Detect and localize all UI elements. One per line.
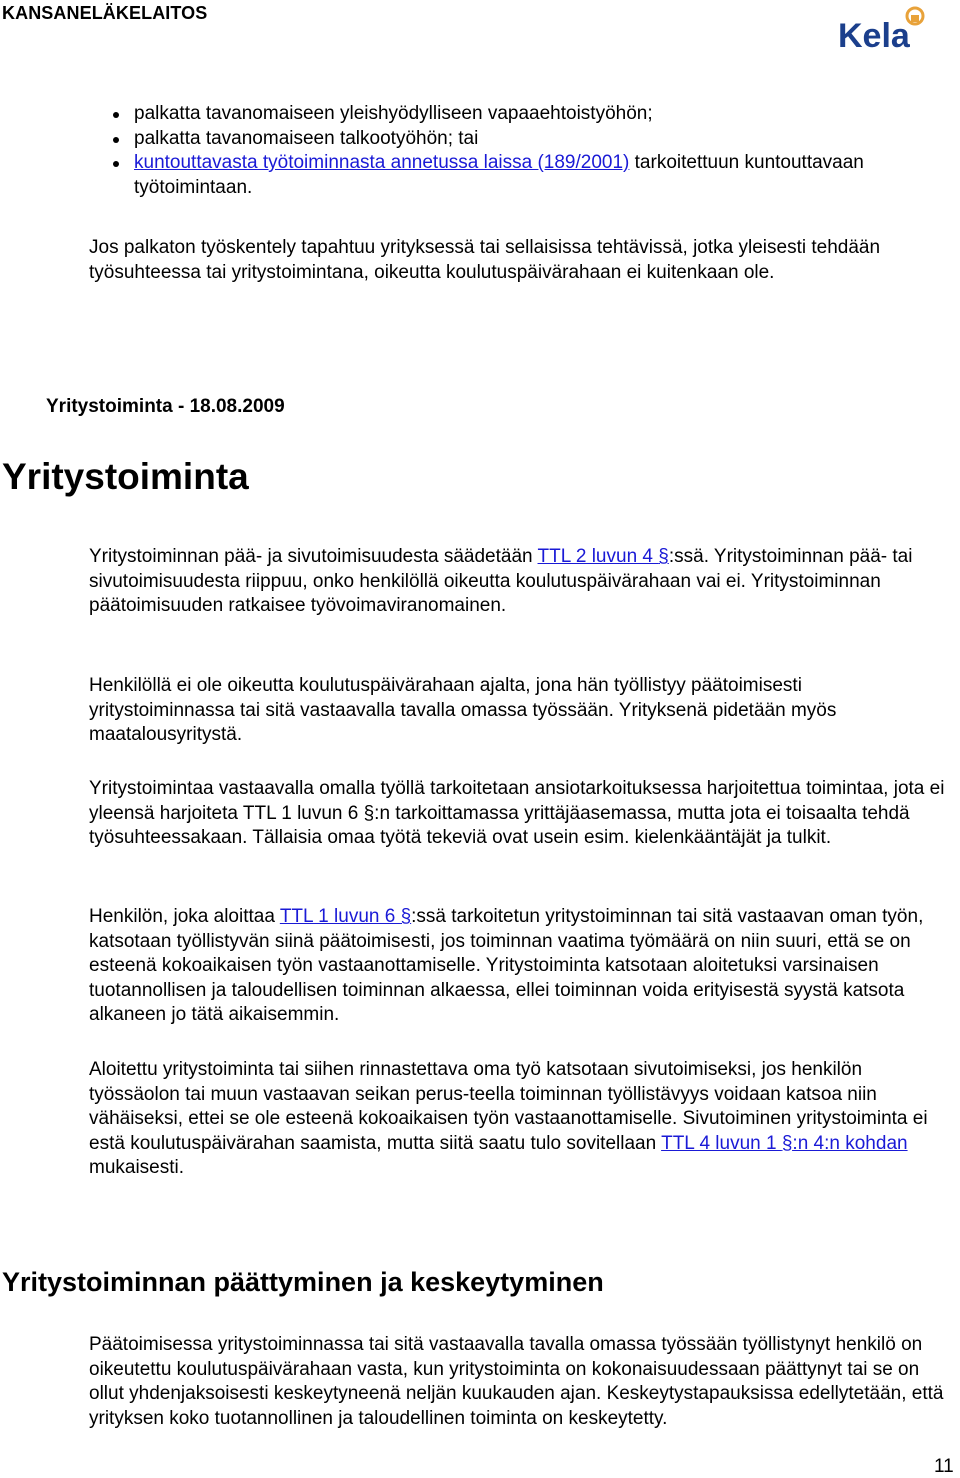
kela-logo [836,5,928,51]
ttl-2-4-link[interactable]: TTL 2 luvun 4 [537,546,659,567]
page-number: 11 [934,1456,954,1477]
paragraph-4: Henkilön, joka aloittaa TTL 1 luvun 6 §:ssä tarkoitetun yritystoiminnan tai sitä vastaavan oman työn, katsotaan työllistyvän siinä päätoimisesti, jos toiminnan vaatima työmäärä on niin suuri, että se on esteenä kokoaikaisen työn vastaanottamiselle. Yritystoiminta katsotaan aloitetuksi varsinaisen tuotannollisen ja taloudellisen toiminnan alkaessa, ellei toiminnan voida erityisestä syystä katsota alkaneen jo tätä aikaisemmin. [89,906,924,1025]
bullet-list [89,102,949,200]
svg-text:Kela: Kela [838,17,910,51]
section-sign-link[interactable]: § [781,1132,793,1154]
section-heading: Yritystoiminnan päättyminen ja keskeytyminen [2,1267,604,1297]
ttl-1-6-link[interactable]: TTL 1 luvun 6 [279,906,401,927]
list-item: palkatta tavanomaiseen talkootyöhön; tai [89,127,949,152]
paragraph-5: Aloitettu yritystoiminta tai siihen rinnastettava oma työ katsotaan sivutoimiseksi, jos henkilön työssäolon tai muun vastaavan seikan perus-teella toiminnan työllistävyys voidaan katsoa niin vähäiseksi, ettei se ole esteenä kokoaikaisen työn vastaanottamiselle. Sivutoiminen yritystoiminta ei estä koulutuspäivärahan saamista, mutta siitä saatu tulo sovitellaan TTL 4 luvun 1 §:n 4:n kohdan mukaisesti. [89,1059,928,1178]
ttl-4-1-link[interactable]: TTL 4 luvun 1 [661,1132,782,1154]
paragraph-1: Yritystoiminnan pää- ja sivutoimisuudesta säädetään TTL 2 luvun 4 §:ssä. Yritystoiminnan pää- tai sivutoimisuudesta riippuu, onko henkilöllä oikeutta koulutuspäivärahaan vai ei. Yritystoiminnan päätoimisuuden ratkaisee työvoimaviranomainen. [89,546,913,616]
header-organization: KANSANELÄKELAITOS [2,3,208,23]
section-sign-link[interactable]: § [400,906,412,927]
paragraph-3: Yritystoimintaa vastaavalla omalla työllä tarkoitetaan ansiotarkoituksessa harjoitettua toimintaa, jota ei yleensä harjoiteta TTL 1 luvun 6 §:n tarkoittamassa yrittäjäasemassa, mutta jota ei toisaalta tehdä työsuhteessakaan. Tällaisia omaa työtä tekeviä ovat usein esim. kielenkääntäjät ja tulkit. [89,778,945,848]
paragraph-2: Henkilöllä ei ole oikeutta koulutuspäivärahaan ajalta, jona hän työllistyy päätoimisesti yritystoiminnassa tai sitä vastaavalla tavalla omassa työssään. Yrityksenä pidetään myös maatalousyritystä. [89,675,837,745]
list-item: palkatta tavanomaiseen yleishyödylliseen vapaaehtoistyöhön; [89,102,949,127]
law-link-189-2001[interactable]: kuntouttavasta työtoiminnasta annetussa laissa (189/2001) [134,152,630,173]
list-item: kuntouttavasta työtoiminnasta annetussa laissa (189/2001) tarkoitettuun kuntouttavaan työtoimintaan. [89,151,949,200]
page-title: Yritystoiminta [2,456,249,497]
paragraph-6: Päätoimisessa yritystoiminnassa tai sitä vastaavalla tavalla omassa työssään työllistynyt henkilö on oikeutettu koulutuspäivärahaan vasta, kun yritystoiminta on kokonaisuudessaan päättynyt tai se on ollut yhdenjaksoisesti keskeytyneenä neljän kuukauden ajan. Keskeytystapauksissa edellytetään, että yrityksen koko tuotannollinen ja taloudellinen toiminta on keskeytetty. [89,1334,944,1429]
section-sign-link[interactable]: § [658,546,669,567]
section-date-label: Yritystoiminta - 18.08.2009 [46,396,285,417]
paragraph-intro: Jos palkaton työskentely tapahtuu yrityksessä tai sellaisissa tehtävissä, jotka yleisesti tehdään työsuhteessa tai yritystoimintana, oikeutta koulutuspäivärahaan ei kuitenkaan ole. [89,237,881,283]
point-4-link[interactable]: :n 4:n kohdan [792,1132,908,1154]
